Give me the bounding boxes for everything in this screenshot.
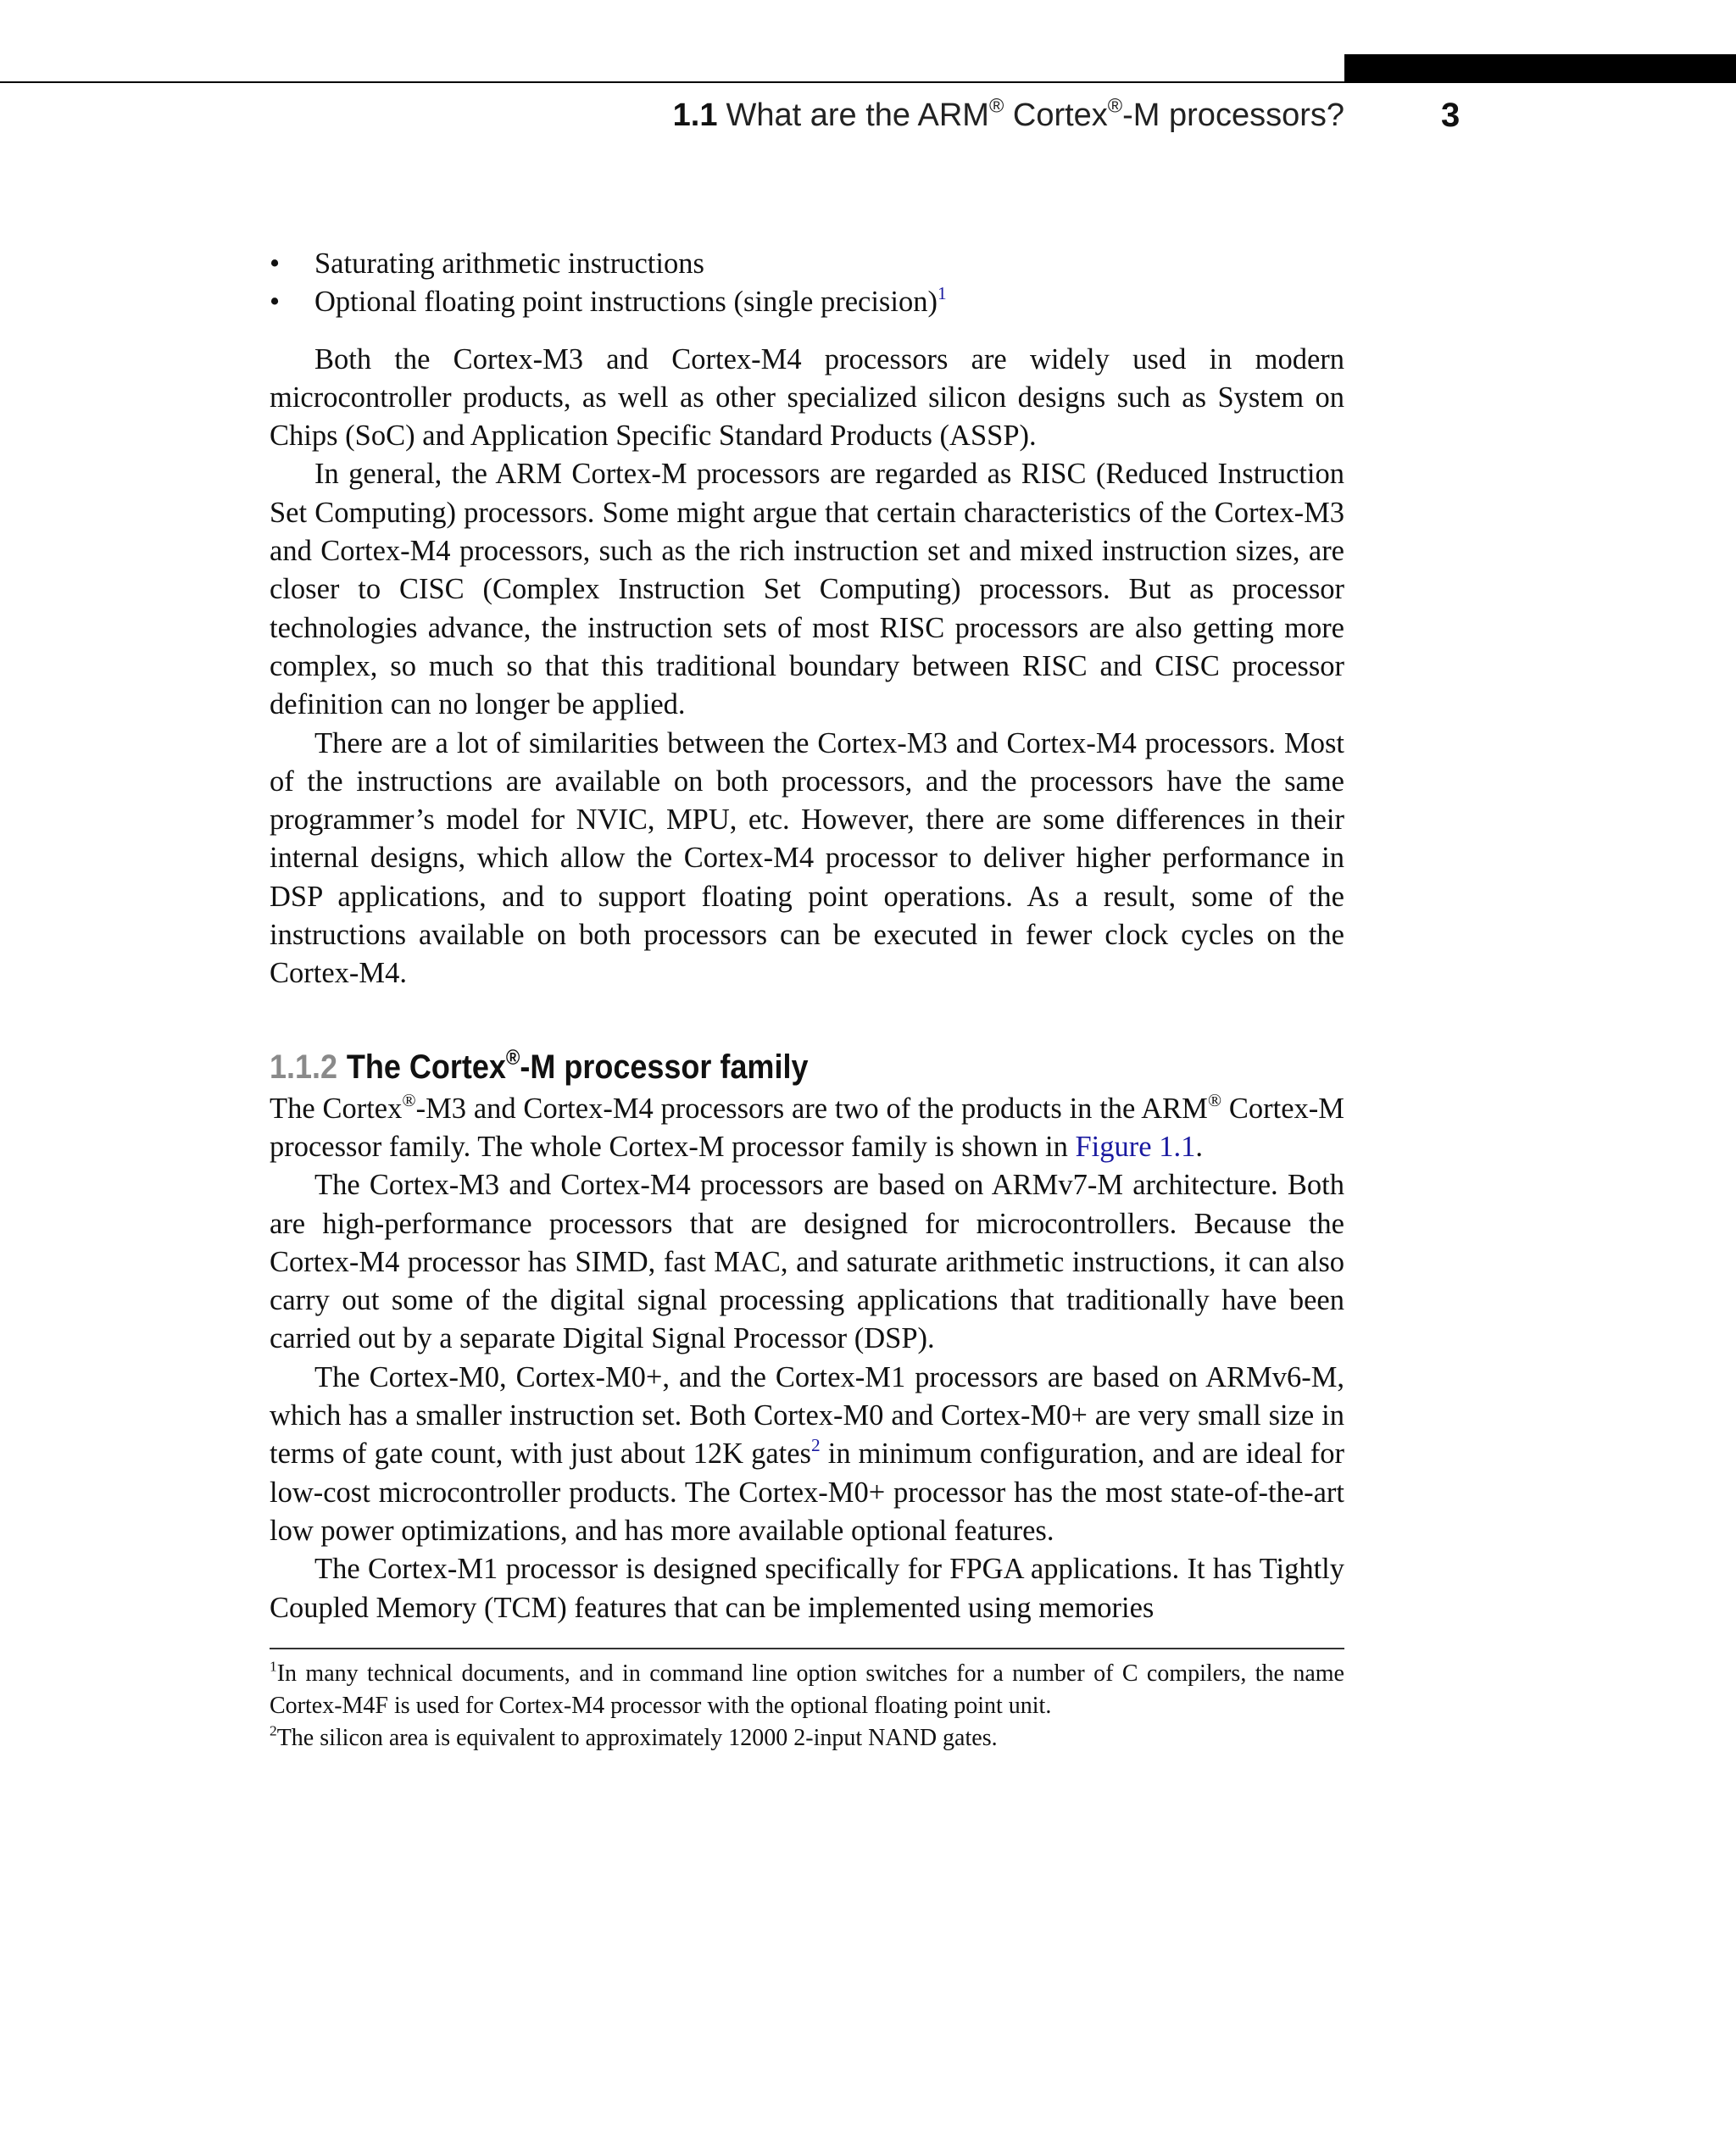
bullet-icon: • <box>270 247 281 280</box>
bullet-text: Optional floating point instructions (single precision) <box>314 286 938 319</box>
footnote-2 <box>270 1722 1344 1755</box>
bullet-list <box>270 245 1344 322</box>
registered-mark: ® <box>505 1046 520 1070</box>
footnote-text: The silicon area is equivalent to approximately 12000 2-input NAND gates. <box>276 1724 998 1751</box>
bullet-text: Saturating arithmetic instructions <box>314 247 704 280</box>
bullet-icon: • <box>270 286 281 319</box>
header-rule <box>0 81 1736 83</box>
registered-mark: ® <box>1107 94 1123 117</box>
footnotes <box>270 1658 1344 1755</box>
subsection-title-part1: The Cortex <box>346 1048 506 1086</box>
running-head <box>673 92 1344 139</box>
paragraph-armv6m <box>270 1359 1344 1550</box>
footnote-number: 1 <box>270 1658 277 1675</box>
m0-text-2: in minimum configuration, and are ideal for low-cost microcontroller products. The Cortex-M0+ processor has the most state-of-the-art low power optimizations, and has more available optional features. <box>270 1438 1344 1547</box>
running-head-section-number: 1.1 <box>672 97 718 133</box>
paragraph-similarities: There are a lot of similarities between the Cortex-M3 and Cortex-M4 processors. Most of the instructions are available on both processors, and the processors have the same programmer’s model for NVIC, MPU, etc. However, there are some differences in their internal designs, which allow the Cortex-M4 processor to deliver higher performance in DSP applications, and to support floating point operations. As a result, some of the instructions available on both processors can be executed in fewer clock cycles on the Cortex-M4. <box>270 726 1344 990</box>
m0-text-1: The Cortex-M0, Cortex-M0+, and the Cortex-M1 processors are based on ARMv6-M, which has a smaller instruction set. Both Cortex-M0 and Cortex-M0+ are very small size in terms of gate count, with just about 12K gates <box>270 1360 1344 1471</box>
registered-mark: ® <box>402 1089 416 1110</box>
footnote-ref-1[interactable]: 1 <box>937 283 947 304</box>
family-text-1: The Cortex <box>270 1092 403 1125</box>
footnote-text: In many technical documents, and in command line option switches for a number of C compilers, the name Cortex-M4F is used for Cortex-M4 processor with the optional floating point unit. <box>270 1660 1344 1719</box>
family-text-2: -M3 and Cortex-M4 processors are two of the products in the ARM <box>415 1092 1208 1125</box>
paragraph-armv7m: The Cortex-M3 and Cortex-M4 processors are based on ARMv7-M architecture. Both are high-performance processors that are designed for microcontrollers. Because the Cortex-M4 processor has SIMD, fast MAC, and saturate arithmetic instructions, it can also carry out some of the digital signal processing applications that traditionally have been carried out by a separate Digital Signal Processor (DSP). <box>270 1169 1344 1355</box>
footnote-1 <box>270 1658 1344 1722</box>
registered-mark: ® <box>1207 1089 1222 1110</box>
paragraph-family <box>270 1090 1344 1167</box>
registered-mark: ® <box>988 94 1004 117</box>
paragraph-risc: In general, the ARM Cortex-M processors are regarded as RISC (Reduced Instruction Set Computing) processors. Some might argue that certain characteristics of the Cortex-M3 and Cortex-M4 processors, such as the rich instruction set and mixed instruction sizes, are closer to CISC (Complex Instruction Set Computing) processors. But as processor technologies advance, the instruction sets of most RISC processors are also getting more complex, so much so that this traditional boundary between RISC and CISC processor definition can no longer be applied. <box>270 458 1344 721</box>
bullet-item <box>270 283 1344 321</box>
figure-1-1-link[interactable]: Figure 1.1 <box>1075 1130 1196 1163</box>
footnote-rule <box>270 1648 1344 1649</box>
running-head-title-part3: -M processors? <box>1122 97 1344 133</box>
paragraph-widely-used: Both the Cortex-M3 and Cortex-M4 processors are widely used in modern microcontroller products, as well as other specialized silicon designs such as System on Chips (SoC) and Application Specific Standard Products (ASSP). <box>270 342 1344 453</box>
running-head-title-part1: What are the ARM <box>726 97 989 133</box>
paragraph-cortex-m1: The Cortex-M1 processor is designed specifically for FPGA applications. It has Tightly Coupled Memory (TCM) features that can be implemented using memories <box>270 1553 1344 1624</box>
subsection-heading <box>270 1044 1237 1090</box>
running-head-title-part2: Cortex <box>1004 97 1108 133</box>
family-text-3: Cortex-M processor family. The whole Cortex-M processor family is shown in <box>270 1092 1344 1163</box>
family-text-4: . <box>1195 1130 1203 1163</box>
bullet-item <box>270 245 1344 283</box>
header-black-bar <box>1344 54 1736 83</box>
footnote-number: 2 <box>270 1722 277 1739</box>
subsection-title-part2: -M processor family <box>520 1048 809 1086</box>
page-number: 3 <box>1441 97 1461 134</box>
footnote-ref-2[interactable]: 2 <box>810 1435 821 1456</box>
subsection-number: 1.1.2 <box>270 1048 338 1086</box>
body-column <box>270 245 1344 1755</box>
